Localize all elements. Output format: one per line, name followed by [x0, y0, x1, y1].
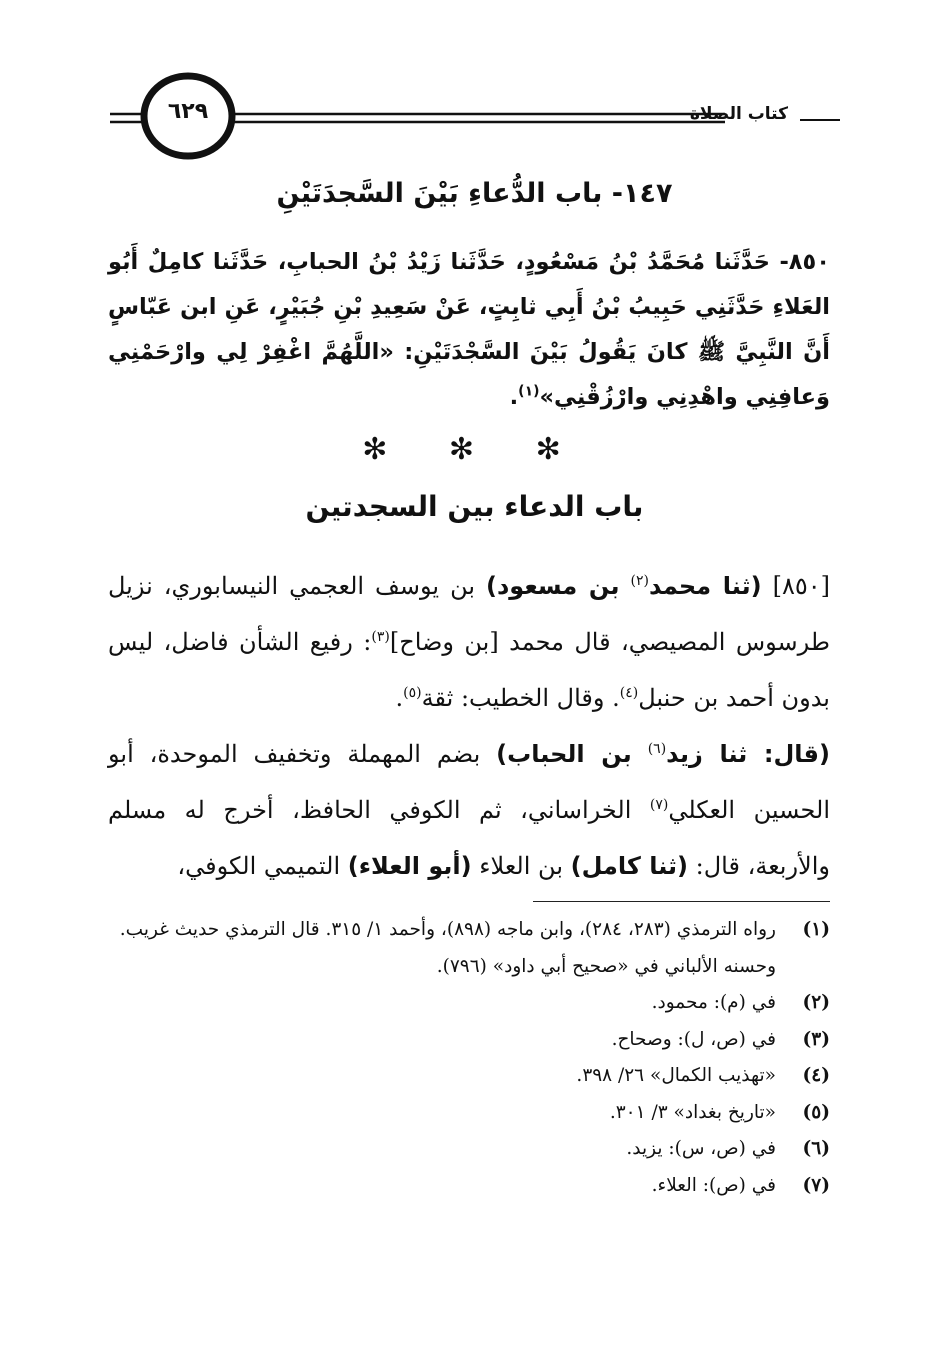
footnote-text: «تهذيب الكمال» ٢٦/ ٣٩٨.	[576, 1065, 776, 1086]
commentary-title: باب الدعاء بين السجدتين	[305, 490, 644, 523]
page-header	[100, 70, 840, 170]
narrator-phrase: (ثنا كامل)	[570, 852, 689, 880]
footnote-ref-6: (٦)	[647, 741, 667, 757]
footnote	[108, 912, 830, 949]
footnote-ref-3: (٣)	[371, 629, 390, 645]
commentary-paragraph-1	[108, 558, 830, 726]
narrator-phrase: (أبو العلاء)	[347, 852, 472, 880]
narrator-phrase: بن مسعود)	[486, 572, 620, 600]
footnotes	[108, 912, 830, 1204]
commentary-segment: بن يوسف العجمي النيسابوري، نزيل طرسوس المصيصي، قال محمد [بن وضاح]	[108, 572, 830, 656]
footnote-ref-7: (٧)	[649, 797, 669, 813]
footnote-text: في (م): محمود.	[651, 992, 776, 1013]
section-separator: ✻ ✻ ✻	[362, 432, 587, 467]
footnote-text: في (ص): العلاء.	[651, 1174, 776, 1196]
hadith-text	[108, 240, 830, 420]
footnote	[108, 985, 830, 1022]
commentary-text	[108, 558, 830, 894]
footnote-number: (٧)	[802, 1174, 830, 1196]
footnote-number: (٣)	[802, 1028, 830, 1050]
commentary-segment: . وقال الخطيب: ثقة	[421, 684, 620, 712]
commentary-segment: بضم المهملة وتخفيف الموحدة، أبو الحسين العكلي	[108, 740, 830, 824]
page-number: ٦٢٩	[167, 99, 209, 124]
footnote-ref-5: (٥)	[403, 685, 422, 701]
commentary-segment: الخراساني، ثم الكوفي الحافظ، أخرج له مسلم والأربعة، قال:	[108, 796, 830, 880]
hadith-number: [٨٥٠]	[772, 572, 831, 600]
narrator-phrase: (قال: ثنا زيد	[666, 740, 830, 768]
footnote	[108, 1131, 830, 1168]
footnote	[108, 949, 830, 986]
commentary-segment: : رفيع الشأن فاضل، ليس بدون أحمد بن حنبل	[108, 628, 830, 712]
narrator-phrase: (ثنا محمد	[648, 572, 762, 600]
footnote-number: (١)	[802, 919, 830, 940]
footnote	[108, 1168, 830, 1205]
running-title: كتاب الصلاة	[689, 104, 788, 124]
footnote	[108, 1095, 830, 1132]
commentary-segment: .	[395, 684, 404, 712]
footnote-text: «تاريخ بغداد» ٣/ ٣٠١.	[609, 1101, 776, 1123]
footnote-ref-2: (٢)	[630, 573, 649, 589]
commentary-paragraph-2	[108, 726, 830, 894]
footnote-text: رواه الترمذي (٢٨٣، ٢٨٤)، وابن ماجه (٨٩٨)، وأحمد ١/ ٣١٥. قال الترمذي حديث غريب.	[119, 919, 776, 940]
footnote	[108, 1058, 830, 1095]
footnote-ref-4: (٤)	[619, 685, 639, 701]
footnote	[108, 1022, 830, 1059]
commentary-segment: بن العلاء	[479, 852, 563, 880]
footnote-text: في (ص، ل): وصحاح.	[611, 1028, 776, 1050]
footnote-number: (٤)	[802, 1065, 830, 1086]
footnote-divider	[533, 901, 830, 902]
commentary-segment: التميمي الكوفي،	[177, 852, 341, 880]
footnote-text: في (ص، س): يزيد.	[626, 1138, 776, 1159]
narrator-phrase: بن الحباب)	[496, 740, 632, 768]
footnote-number: (٢)	[802, 992, 830, 1013]
hadith-end: .	[509, 384, 519, 410]
chapter-title: ١٤٧- باب الدُّعاءِ بَيْنَ السَّجدَتَيْنِ	[276, 178, 673, 209]
hadith-body: ٨٥٠- حَدَّثَنا مُحَمَّدُ بْنُ مَسْعُودٍ، حَدَّثَنا زَيْدُ بْنُ الحبابِ، حَدَّثَنا كامِلٌ أَبُو العَلاءِ حَدَّثَنِي حَبِيبُ بْنُ أَبِي ثابِتٍ، عَنْ سَعِيدِ بْنِ جُبَيْرٍ، عَنِ ابن عَبّاسٍ أَنَّ النَّبِيَّ ﷺ كانَ يَقُولُ بَيْنَ السَّجْدَتَيْنِ: «اللَّهُمَّ اغْفِرْ لِي وارْحَمْنِي وَعافِنِي واهْدِنِي وارْزُقْنِي»	[108, 249, 830, 410]
footnote-ref-1: (١)	[518, 383, 540, 400]
footnote-text: وحسنه الألباني في «صحيح أبي داود» (٧٩٦).	[436, 955, 776, 977]
footnote-number: (٦)	[802, 1138, 830, 1159]
footnote-number: (٥)	[802, 1101, 830, 1123]
